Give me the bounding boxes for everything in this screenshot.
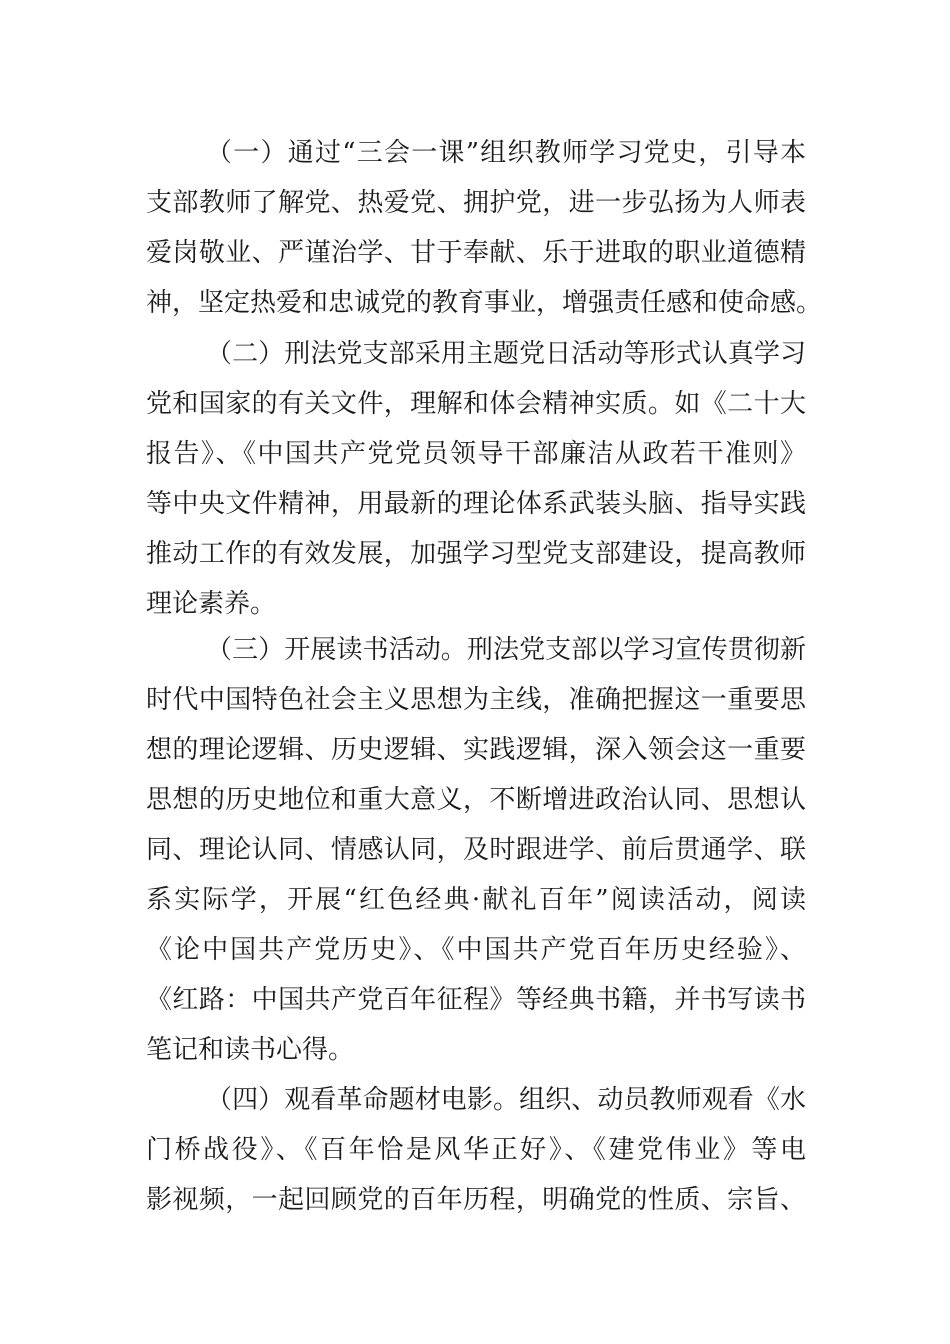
text-line: 支部教师了解党、热爱党、拥护党，进一步弘扬为人师表	[146, 188, 806, 218]
text-line: 笔记和读书心得。	[146, 1035, 355, 1065]
text-line: 系实际学，开展“红色经典·献礼百年”阅读活动，阅读	[146, 885, 806, 915]
text-line: 推动工作的有效发展，加强学习型党支部建设，提高教师	[146, 539, 806, 569]
text-line: 等中央文件精神，用最新的理论体系武装头脑、指导实践	[146, 489, 806, 519]
text-line: （二）刑法党支部采用主题党日活动等形式认真学习	[206, 339, 806, 369]
text-line: （三）开展读书活动。刑法党支部以学习宣传贯彻新	[206, 635, 806, 665]
text-line: 时代中国特色社会主义思想为主线，准确把握这一重要思	[146, 685, 806, 715]
text-line: 同、理论认同、情感认同，及时跟进学、前后贯通学、联	[146, 835, 806, 865]
text-line: 影视频，一起回顾党的百年历程，明确党的性质、宗旨、	[146, 1185, 806, 1215]
text-line: 党和国家的有关文件，理解和体会精神实质。如《二十大	[146, 389, 806, 419]
text-line: 理论素养。	[146, 589, 277, 619]
text-line: 《红路：中国共产党百年征程》等经典书籍，并书写读书	[146, 985, 806, 1015]
text-line: 神，坚定热爱和忠诚党的教育事业，增强责任感和使命感。	[146, 288, 823, 318]
text-line: 《论中国共产党历史》、《中国共产党百年历史经验》、	[146, 935, 806, 965]
text-line: （一）通过“三会一课”组织教师学习党史，引导本	[206, 138, 806, 168]
text-line: 爱岗敬业、严谨治学、甘于奉献、乐于进取的职业道德精	[146, 238, 806, 268]
text-line: 想的理论逻辑、历史逻辑、实践逻辑，深入领会这一重要	[146, 735, 806, 765]
text-line: （四）观看革命题材电影。组织、动员教师观看《水	[206, 1085, 806, 1115]
text-line: 思想的历史地位和重大意义，不断增进政治认同、思想认	[146, 785, 806, 815]
text-line: 报告》、《中国共产党党员领导干部廉洁从政若干准则》	[146, 439, 806, 469]
text-line: 门桥战役》、《百年恰是风华正好》、《建党伟业》等电	[146, 1135, 806, 1165]
